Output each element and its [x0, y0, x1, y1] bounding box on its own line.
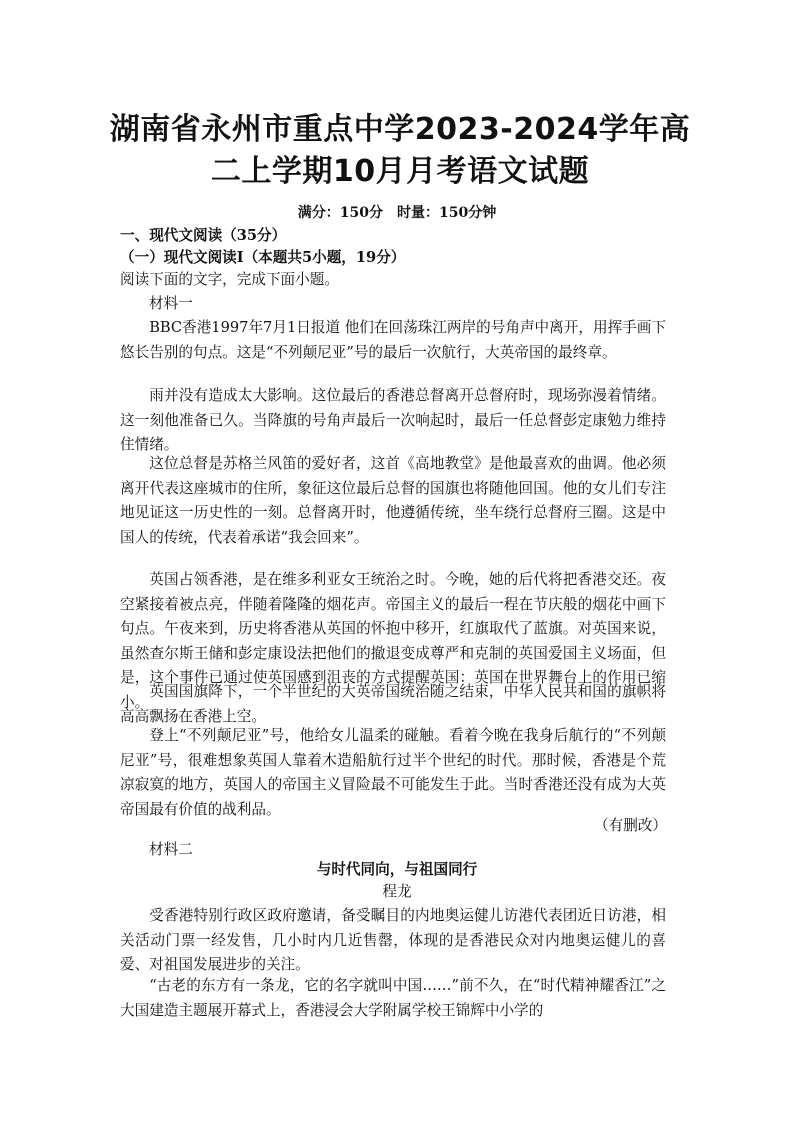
material1-paragraph-5: 英国国旗降下，一个半世纪的大英帝国统治随之结束，中华人民共和国的旗帜将高高飘扬在香港上空。 — [120, 683, 666, 725]
exam-title-line-1: 湖南省永州市重点中学2023-2024学年高 — [109, 112, 691, 147]
material2-label: 材料二 — [149, 841, 193, 858]
material1-paragraph-6: 登上“不列颠尼亚”号，他给女儿温柔的碰触。看着今晚在我身后航行的“不列颠尼亚”号，很难想象英国人靠着木造船航行过半个世纪的时代。那时候，香港是个荒凉寂寞的地方，英国人的帝国主义冒险最不可能发生于此。当时香港还没有成为大英帝国最有价值的战利品。 — [120, 727, 666, 818]
material1-paragraph-2: 雨并没有造成太大影响。这位最后的香港总督离开总督府时，现场弥漫着情绪。这一刻他准备已久。当降旗的号角声最后一次响起时，最后一任总督彭定康勉力维持住情绪。 — [120, 387, 666, 453]
exam-meta — [0, 203, 794, 223]
material1-paragraph-1: BBC香港1997年7月1日报道 他们在回荡珠江两岸的号角声中离开，用挥手画下悠长告别的句点。这是“不列颠尼亚”号的最后一次航行，大英帝国的最终章。 — [120, 319, 666, 361]
material2-author: 程龙 — [382, 883, 412, 900]
exam-title-line-2: 二上学期10月月考语文试题 — [210, 154, 590, 189]
subsection-heading: （一）现代文阅读Ⅰ（本题共5小题，19分） — [120, 249, 406, 266]
material1-paragraph-4: 英国占领香港，是在维多利亚女王统治之时。今晚，她的后代将把香港交还。夜空紧接着被点亮，伴随着隆隆的烟花声。帝国主义的最后一程在节庆般的烟花中画下句点。午夜来到，历史将香港从英国的怀抱中移开，红旗取代了蓝旗。对英国来说，虽然查尔斯王储和彭定康设法把他们的撤退变成尊严和克制的英国爱国主义场面，但是，这个事件已通过使英国感到沮丧的方式提醒英国：英国在世界舞台上的作用已缩小。 — [120, 571, 666, 711]
time-limit: 时量：150分钟 — [397, 205, 497, 221]
material2-heading: 与时代同向，与祖国同行 — [316, 861, 478, 878]
section-heading: 一、现代文阅读（35分） — [120, 227, 287, 244]
material2-paragraph-1: 受香港特别行政区政府邀请，备受瞩目的内地奥运健儿访港代表团近日访港，相关活动门票一经发售，几小时内几近售罄，体现的是香港民众对内地奥运健儿的喜爱、对祖国发展进步的关注。 — [120, 907, 666, 973]
material2-paragraph-2: “古老的东方有一条龙，它的名字就叫中国……”前不久，在“时代精神耀香江”之大国建造主题展开幕式上，香港浸会大学附属学校王锦辉中小学的 — [120, 977, 666, 1019]
instruction: 阅读下面的文字，完成下面小题。 — [120, 271, 339, 288]
full-score: 满分：150分 — [297, 205, 383, 221]
material1-paragraph-3: 这位总督是苏格兰风笛的爱好者，这首《高地教堂》是他最喜欢的曲调。他必须离开代表这座城市的住所，象征这位最后总督的国旗也将随他回国。他的女儿们专注地见证这一历史性的一刻。总督离开时，他遵循传统，坐车绕行总督府三圈。这是中国人的传统，代表着承诺“我会回来”。 — [120, 455, 666, 546]
material1-label: 材料一 — [149, 295, 193, 312]
material1-note: （有删改） — [594, 817, 667, 834]
